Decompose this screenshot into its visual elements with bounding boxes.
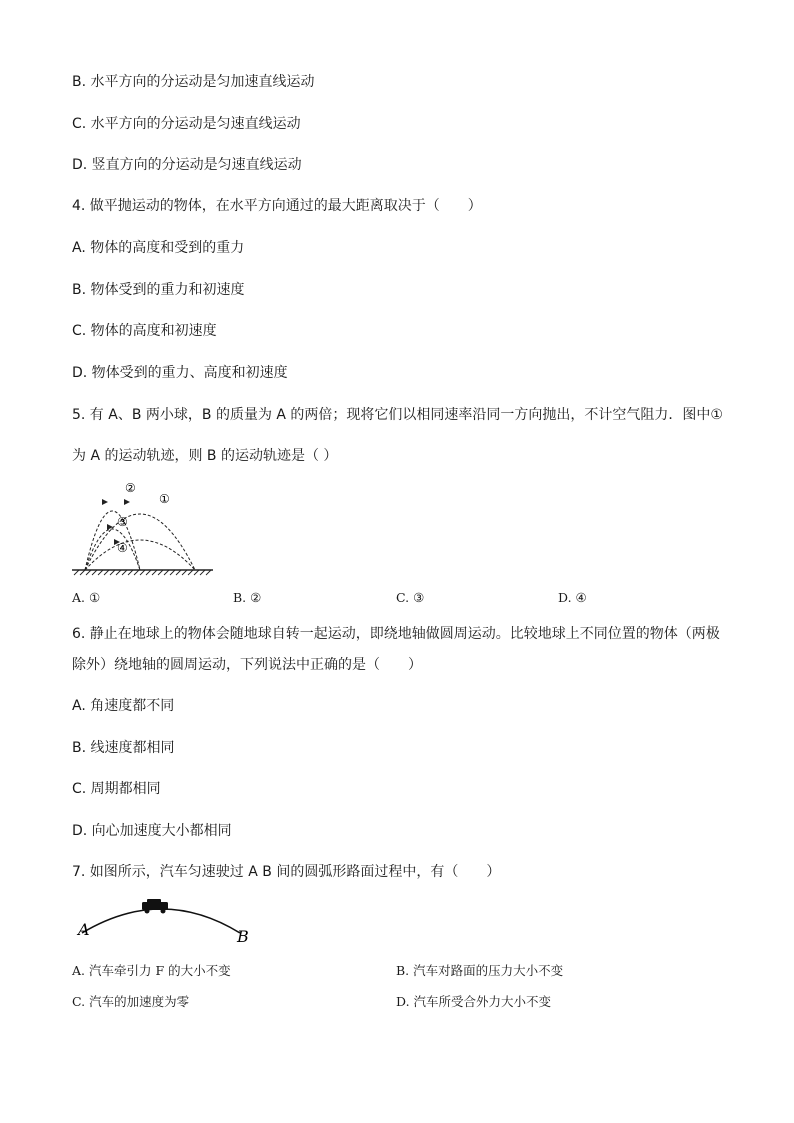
figure-label-2: ② — [125, 481, 136, 495]
arc-road — [82, 909, 240, 933]
ground-hatching — [74, 570, 211, 575]
q7-option-a: A. 汽车牵引力 F 的大小不变 — [72, 963, 231, 978]
point-a-label: A — [78, 920, 90, 939]
q5-option-a: A. ① — [72, 590, 101, 605]
q5-trajectory-figure — [70, 478, 220, 578]
q6-option-d: D. 向心加速度大小都相同 — [72, 823, 232, 839]
point-b-label: B — [237, 927, 249, 946]
q4-option-a: A. 物体的高度和受到的重力 — [72, 240, 245, 256]
figure-label-3: ③ — [117, 515, 128, 529]
q4-stem: 4. 做平抛运动的物体，在水平方向通过的最大距离取决于（ ） — [72, 198, 482, 214]
q7-arc-road-figure — [72, 895, 262, 950]
q3-option-d: D. 竖直方向的分运动是匀速直线运动 — [72, 157, 302, 173]
trajectory-3 — [85, 529, 140, 570]
q5-stem-line1: 5. 有 A、B 两小球，B 的质量为 A 的两倍；现将它们以相同速率沿同一方向抛出，不计空气阻力．图中① — [72, 407, 723, 423]
q5-option-c: C. ③ — [396, 590, 425, 605]
car-icon — [142, 899, 168, 914]
q7-option-c: C. 汽车的加速度为零 — [72, 994, 190, 1009]
q4-option-b: B. 物体受到的重力和初速度 — [72, 282, 245, 298]
q6-option-a: A. 角速度都不同 — [72, 698, 175, 714]
q6-option-c: C. 周期都相同 — [72, 781, 161, 797]
q6-stem-line1: 6. 静止在地球上的物体会随地球自转一起运动，即绕地轴做圆周运动。比较地球上不同位置的物体（两极 — [72, 626, 720, 642]
figure-label-4: ④ — [117, 541, 128, 555]
q7-option-b: B. 汽车对路面的压力大小不变 — [396, 963, 564, 978]
q7-option-d: D. 汽车所受合外力大小不变 — [396, 994, 552, 1009]
trajectory-4 — [85, 540, 195, 570]
q4-option-c: C. 物体的高度和初速度 — [72, 323, 217, 339]
q7-stem: 7. 如图所示，汽车匀速驶过 A B 间的圆弧形路面过程中，有（ ） — [72, 864, 501, 880]
q5-option-b: B. ② — [233, 590, 262, 605]
figure-label-1: ① — [159, 492, 170, 506]
q5-option-d: D. ④ — [558, 590, 587, 605]
q6-option-b: B. 线速度都相同 — [72, 740, 175, 756]
q6-stem-line2: 除外）绕地轴的圆周运动，下列说法中正确的是（ ） — [72, 657, 422, 673]
trajectory-1 — [85, 514, 195, 570]
q3-option-c: C. 水平方向的分运动是匀速直线运动 — [72, 116, 301, 132]
q5-stem-line2: 为 A 的运动轨迹，则 B 的运动轨迹是（ ） — [72, 448, 338, 464]
q4-option-d: D. 物体受到的重力、高度和初速度 — [72, 365, 288, 381]
q3-option-b: B. 水平方向的分运动是匀加速直线运动 — [72, 74, 315, 90]
